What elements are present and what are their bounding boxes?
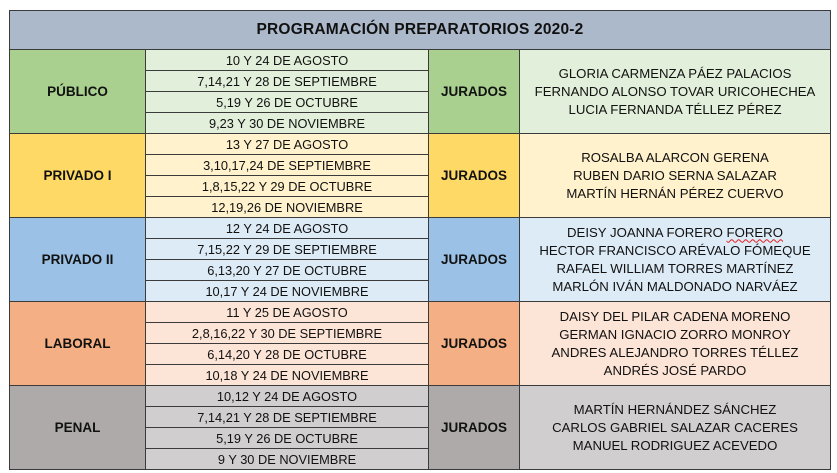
title-row (10, 11, 831, 50)
date-cell: 11 Y 25 DE AGOSTO (146, 302, 429, 323)
date-cell: 10,17 Y 24 DE NOVIEMBRE (146, 281, 429, 302)
date-cell: 9 Y 30 DE NOVIEMBRE (146, 449, 429, 470)
date-cell: 1,8,15,22 Y 29 DE OCTUBRE (146, 176, 429, 197)
category-cell: LABORAL (10, 302, 146, 386)
date-cell: 5,19 Y 26 DE OCTUBRE (146, 92, 429, 113)
schedule-sheet (9, 10, 830, 470)
table-title: PROGRAMACIÓN PREPARATORIOS 2020-2 (10, 11, 831, 50)
jurado-name: MARLÓN IVÁN MALDONADO NARVÁEZ (552, 278, 798, 294)
category-cell: PENAL (10, 386, 146, 470)
date-cell: 3,10,17,24 DE SEPTIEMBRE (146, 155, 429, 176)
category-cell: PÚBLICO (10, 50, 146, 134)
jurado-name: MANUEL RODRIGUEZ ACEVEDO (572, 437, 778, 453)
schedule-row (10, 218, 831, 239)
date-cell: 6,14,20 Y 28 DE OCTUBRE (146, 344, 429, 365)
date-cell: 9,23 Y 30 DE NOVIEMBRE (146, 113, 429, 134)
date-cell: 12,19,26 DE NOVIEMBRE (146, 197, 429, 218)
jurados-label: JURADOS (429, 134, 520, 218)
jurados-label: JURADOS (429, 50, 520, 134)
date-cell: 12 Y 24 DE AGOSTO (146, 218, 429, 239)
jurado-name: MARTÍN HERNÁNDEZ SÁNCHEZ (573, 401, 777, 417)
jurado-name: GERMAN IGNACIO ZORRO MONROY (559, 326, 791, 342)
category-cell: PRIVADO I (10, 134, 146, 218)
date-cell: 7,15,22 Y 29 DE SEPTIEMBRE (146, 239, 429, 260)
spellcheck-underline: FORERO (726, 224, 783, 240)
schedule-row (10, 302, 831, 323)
jurado-name: ANDRES ALEJANDRO TORRES TÉLLEZ (551, 344, 799, 360)
schedule-row (10, 134, 831, 155)
jurado-name: FERNANDO ALONSO TOVAR URICOHECHEA (534, 83, 816, 99)
date-cell: 13 Y 27 DE AGOSTO (146, 134, 429, 155)
jurados-label: JURADOS (429, 218, 520, 302)
jurados-names-cell (520, 218, 831, 302)
jurado-name: CARLOS GABRIEL SALAZAR CACERES (552, 419, 798, 435)
jurados-names-cell (520, 134, 831, 218)
jurado-name: DAISY DEL PILAR CADENA MORENO (559, 308, 791, 324)
jurado-name: RAFAEL WILLIAM TORRES MARTÍNEZ (556, 260, 794, 276)
jurado-name: RUBEN DARIO SERNA SALAZAR (573, 167, 777, 183)
jurado-name: GLORIA CARMENZA PÁEZ PALACIOS (558, 65, 792, 81)
jurados-label: JURADOS (429, 302, 520, 386)
category-cell: PRIVADO II (10, 218, 146, 302)
schedule-row (10, 50, 831, 71)
date-cell: 6,13,20 Y 27 DE OCTUBRE (146, 260, 429, 281)
date-cell: 7,14,21 Y 28 DE SEPTIEMBRE (146, 407, 429, 428)
jurados-names-cell (520, 50, 831, 134)
date-cell: 5,19 Y 26 DE OCTUBRE (146, 428, 429, 449)
jurados-names-cell (520, 302, 831, 386)
date-cell: 10,18 Y 24 DE NOVIEMBRE (146, 365, 429, 386)
schedule-table (9, 10, 831, 470)
jurado-name: HECTOR FRANCISCO ARÉVALO FÓMEQUE (539, 242, 811, 258)
jurado-name: MARTÍN HERNÁN PÉREZ CUERVO (566, 185, 784, 201)
jurado-name: DEISY JOANNA FORERO FORERO (567, 224, 783, 240)
schedule-row (10, 386, 831, 407)
date-cell: 10 Y 24 DE AGOSTO (146, 50, 429, 71)
jurados-label: JURADOS (429, 386, 520, 470)
jurado-name: ROSALBA ALARCON GERENA (581, 149, 769, 165)
jurado-name: ANDRÉS JOSÉ PARDO (603, 362, 747, 378)
jurados-names-cell (520, 386, 831, 470)
date-cell: 10,12 Y 24 DE AGOSTO (146, 386, 429, 407)
date-cell: 2,8,16,22 Y 30 DE SEPTIEMBRE (146, 323, 429, 344)
jurado-name: LUCIA FERNANDA TÉLLEZ PÉREZ (568, 101, 782, 117)
date-cell: 7,14,21 Y 28 DE SEPTIEMBRE (146, 71, 429, 92)
